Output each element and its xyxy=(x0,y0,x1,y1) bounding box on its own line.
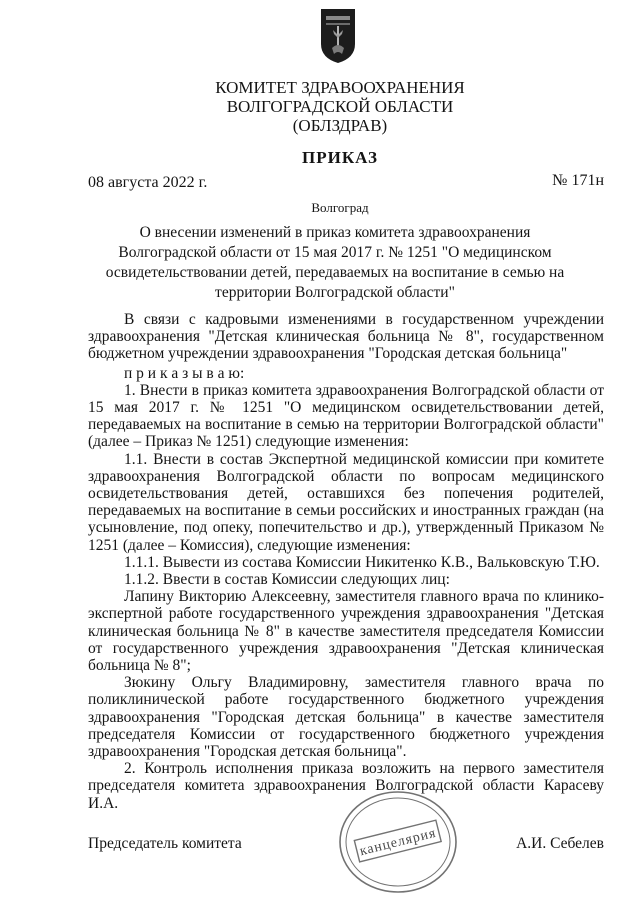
signer-name: А.И. Себелев xyxy=(516,835,604,852)
paragraph-member-2: Зюкину Ольгу Владимировну, заместителя главного врача по поликлинической работе государственного бюджетного учреждения здравоохранения "Городская детская больница" в качестве заместителя председателя Комиссии от государственного бюджетного учреждения здравоохранения "Городская детская больница". xyxy=(88,674,604,761)
paragraph-member-1: Лапину Викторию Алексеевну, заместителя главного врача по клинико-экспертной работе государственного учреждения здравоохранения "Детская клиническая больница № 8" в качестве заместителя председателя Комиссии от государственного учреждения здравоохранения "Детская клиническая больница № 8"; xyxy=(88,588,604,675)
document-date: 08 августа 2022 г. xyxy=(88,174,208,191)
organization-name-line-1: КОМИТЕТ ЗДРАВООХРАНЕНИЯ xyxy=(215,78,465,97)
paragraph-item-1-1-2: 1.1.2. Ввести в состав Комиссии следующих лиц: xyxy=(124,571,450,589)
svg-text:канцелярия: канцелярия xyxy=(358,825,438,860)
paragraph-item-2: 2. Контроль исполнения приказа возложить на первого заместителя председателя комитета здравоохранения Волгоградской области Карасеву И.А. xyxy=(88,760,604,812)
document-city: Волгоград xyxy=(311,200,369,215)
document-type: ПРИКАЗ xyxy=(302,148,378,167)
signer-title: Председатель комитета xyxy=(88,835,242,852)
paragraph-preamble: В связи с кадровыми изменениями в государственном учреждении здравоохранения "Детская клиническая больница № 8", государственном бюджетном учреждении здравоохранения "Городская детская больница" xyxy=(88,311,604,363)
document-body xyxy=(88,311,604,812)
coat-of-arms-icon xyxy=(320,8,356,64)
document-number: № 171н xyxy=(552,172,604,189)
organization-name-line-2: ВОЛГОГРАДСКОЙ ОБЛАСТИ xyxy=(226,97,454,116)
office-stamp xyxy=(334,786,462,898)
paragraph-item-1-1-1: 1.1.1. Вывести из состава Комиссии Никитенко К.В., Вальковскую Т.Ю. xyxy=(124,553,600,571)
document-subject: О внесении изменений в приказ комитета здравоохранения Волгоградской области от 15 мая 2017 г. № 1251 "О медицинском освидетельствовании детей, передаваемых на воспитание в семью на территории Волгоградской области" xyxy=(105,224,565,301)
paragraph-item-1: 1. Внести в приказ комитета здравоохранения Волгоградской области от 15 мая 2017 г. № 1251 "О медицинском освидетельствовании детей, передаваемых на воспитание в семью на территории Волгоградской области" (далее – Приказ № 1251) следующие изменения: xyxy=(88,381,604,451)
paragraph-item-1-1: 1.1. Внести в состав Экспертной медицинской комиссии при комитете здравоохранения Волгоградской области по вопросам медицинского освидетельствования детей, оставшихся без попечения родителей, передаваемых на воспитание в семьи российских и иностранных граждан (на усыновление, под опеку, попечительство и др.), утвержденный Приказом № 1251 (далее – Комиссия), следующие изменения: xyxy=(88,450,604,554)
paragraph-order-word: п р и к а з ы в а ю: xyxy=(124,364,245,382)
organization-abbreviation: (ОБЛЗДРАВ) xyxy=(292,116,388,135)
